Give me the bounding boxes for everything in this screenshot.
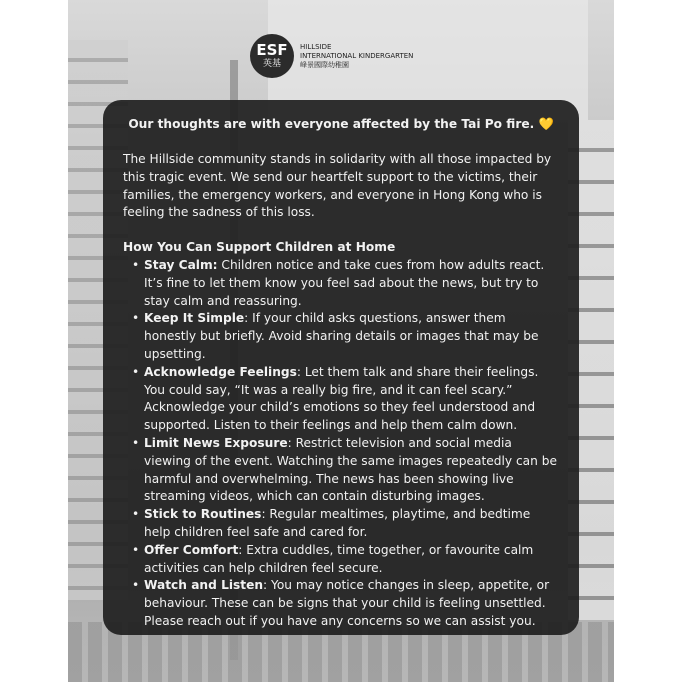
tip-text: : You may notice changes in sleep, appetite, or behaviour. These can be signs that your child is feeling unsettled. Please reach out if you have any concerns so we can assist you.	[144, 578, 550, 628]
esf-badge	[250, 34, 294, 78]
tip-title: Limit News Exposure	[144, 435, 288, 450]
headline	[123, 116, 559, 132]
tip-title: Acknowledge Feelings	[144, 364, 297, 379]
esf-badge-text: ESF	[256, 41, 288, 59]
school-name	[300, 43, 413, 70]
tip-item	[144, 310, 559, 363]
tip-item	[144, 542, 559, 578]
tip-item	[144, 257, 559, 310]
school-name-line1: HILLSIDE	[300, 42, 332, 51]
tip-title: Keep It Simple	[144, 311, 245, 326]
tip-item	[144, 577, 559, 630]
tip-title: Offer Comfort	[144, 542, 239, 557]
tip-text: : Restrict television and social media viewing of the event. Watching the same images repeatedly can be harmful and overwhelming. The news has been showing live streaming videos, which can contain disturbing images.	[144, 435, 557, 504]
school-logo	[250, 34, 413, 78]
tip-title: Watch and Listen	[144, 578, 264, 593]
tip-title: Stick to Routines	[144, 507, 262, 522]
tip-text: : Regular mealtimes, playtime, and bedtime help children feel safe and cared for.	[144, 507, 531, 539]
tip-title: Stay Calm:	[144, 257, 218, 272]
esf-badge-chinese: 英基	[262, 59, 281, 69]
school-name-chinese: 峰景國際幼稚園	[300, 60, 349, 69]
tip-item	[144, 364, 559, 435]
intro-paragraph: The Hillside community stands in solidarity with all those impacted by this tragic event. We send our heartfelt support to the victims, their families, the emergency workers, and everyone in Hong Kong who is feeling the sadness of this loss.	[123, 152, 552, 220]
tip-item	[144, 506, 559, 542]
tip-text: : If your child asks questions, answer them honestly but briefly. Avoid sharing details or images that may be upsetting.	[144, 311, 539, 361]
tip-item	[144, 435, 559, 506]
support-heading: How You Can Support Children at Home	[123, 240, 396, 255]
tip-text: Children notice and take cues from how adults react. It’s fine to let them know you feel sad about the news, but try to stay calm and reassuring.	[144, 257, 545, 308]
headline-text: Our thoughts are with everyone affected by the Tai Po fire.	[128, 117, 535, 131]
tip-text: : Let them talk and share their feelings. You could say, “It was a really big fire, and it can feel scary.” Acknowledge your child’s emotions so they feel understood and supported. Listen to their feelings and help them calm down.	[144, 364, 539, 433]
yellow-heart-icon: 💛	[538, 117, 554, 131]
tips-list	[123, 257, 559, 631]
tip-text: : Extra cuddles, time together, or favourite calm activities can help children feel secure.	[144, 542, 534, 575]
message-card	[103, 100, 579, 635]
school-name-line2: INTERNATIONAL KINDERGARTEN	[300, 51, 414, 60]
